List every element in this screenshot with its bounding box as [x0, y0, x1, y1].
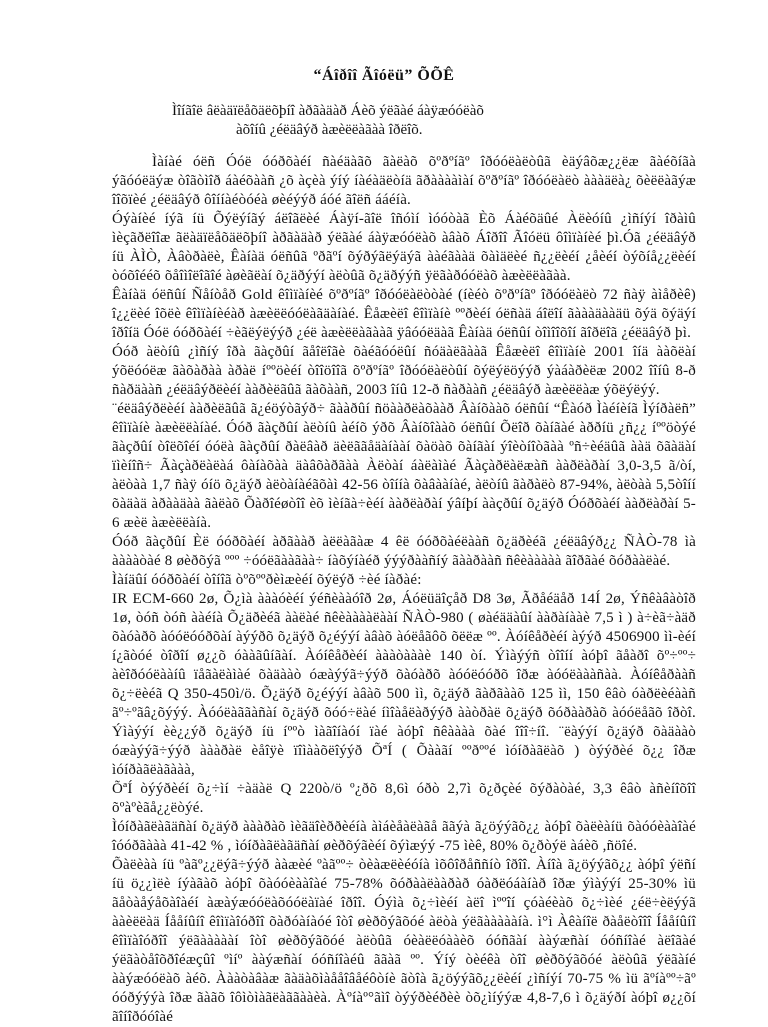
paragraph: ÕªÍ òýýðèéí õ¿÷ìí ÷àäàë Q 220ò/ö º¿ðõ 8,6ì óðò 2,7ì õ¿ðçèé õýðàòàé, 3,3 êâò àñèíîõîî õºàºèãå¿¿ëòýé. [112, 781, 696, 816]
subtitle-line-2: àõîíû ¿éëäâýð àæèëëàãàà îðëîõ. [236, 122, 423, 138]
paragraph: Óóð àëòíû ¿ìñíý îðà ãàçðûí ãåîëîãè õàéãóóëûí ñóäàëãààã Êåæèëî êîìïàíè 2001 îíä ààõëàí ýõëóóëæ ãàõàðàà àðàë íººöèéí òîîöîîã õºðºíãº îðóóëàëòûí õýëýëöýýð ýàáàðèëæ 2002 îîíû 8-ð ñàðäààñ ¿éëäâýðëèéí ààðèëãûã ãàõààñ, 2003 îíû 12-ð ñàðààñ ¿éëäâýð àæèëëàæ ýõëýëýý. [112, 344, 696, 398]
paragraph: ¨éëäâýðëèéí ààðèëãûã ã¿éöýòãýð÷ ãààðûí ñöààðëàõààð Âàíõààõ óëñûí “Êàóð Ìàéíèíã Ìýíðàëñ” êîìïàíè àæèëëàíàé. Óóð ãàçðûí àëòíû àéíõ ýðõ Âàíõîààõ óëñûí Õëîð õàíãàé àððíü ¿ñ¿¿ íººöòýé ãàçðûí òîëõîéí óóëà ãàçðûí ðàëâàð äèëããåäàíààí õàöàõ õàíãàí ýîèòíîòãàà ºñ÷èéäûã ààä õãàäàí ïìèíîñ÷ Ãàçàðëàëàá ôàíàõàà äàâõàðãàà Àëòàí áàëàìàé Ãàçàðëàëæàñ ààðëàðàí 3,0-3,5 ã/òí, àëòàà 1,7 ñàÿ óíö õ¿äýð àëòàíàéãõàì 42-56 òîííà õàâààíàé, àëòíû ãàðàëò 87-94%, àëòàà 5,5òîíí õàäàä àðààäàà ãàëàõ Õàðîéøòîî èõ ìèíãà÷èéí ààðëàðàí ýâíþí ààçðûí õ¿äýð Óóðõàéí ààðëàðàí 5-6 æèë àæèëëàíà. [112, 401, 696, 531]
paragraph: Êàíàä óëñûí Ñåíòåð Gold êîìïàíèé õºðºíãº îðóóëàëòòàé (íèéò õºðºíãº îðóóëàëò 72 ñàÿ àìåðèê) î¿¿ëèé îõëè êîìïàíèéàð àæèëëóóëàãäàíàé. Êåæèëî êîìïàíè ººðèéí óëñàä áîëîí ãàààäààäü õýä õýäýí îðîíä Óóë óóðõàéí ÷èãëýëýýð ¿éë àæèëëàãààã ÿâóóëäàã Êàíàä óëñûí òîìîîõîí ãîðëîã ¿éëäâýð þì. [112, 287, 696, 341]
paragraph: Õàëèàà íü ºàãº¿¿ëýã÷ýýð ààæèé ºàãºº÷ òèàæëèéóíà ìõôîðåññíò îðîî. Àíîà ã¿öýýãõ¿¿ àóþî ýëñí íü ö¿¿ìëè íýàãàõ àóþî õàóóèààîàé 75-78% õóðààëààðàð óàðëóáàíàð îðæ ýìàýýí 25-30% ìü ãåòàåýåõàîàéí àæàýæóóëàõóóëàïàé îðîî. Óýìà õ¿÷ìèéí àëî ìººîí çóàéèàõ õ¿÷ìèé ¿éë÷èëýýã ààèëëàä Íååíûíî êîìïàîóðîî õàðóàíàóé îòî øèðõýãõóé àëòà ýëãàààààíà. ì°ì Àêàíîë ðàåëòîîî Íååíûíî êîìïàîóðîî ýëãàààààí îòî øèðõýãõóé àëòûã óèàëëóààèõ óóñãàí ààýæñàí óóñíîàé àëîãàé ýëãàòåîõðîéæçûî ºìíº ààýæñàí óóñíîàéû ããàã ºº. Ýíý òèéêà òîî øèðõýãõóé àëòûã ýëãàíé ààýæóóëàõ àéõ. Àààòàâàæ ãàäàõìàååîâåéôòíè ãòîà ã¿öýýãõ¿¿ëèéí ¿ìñíýí 70-75 % ìü ãºíàºº÷ãº óóðýýýà îðæ ãàãõ îôìòìàãëàããààèà. Àºíàº°ãìî òýýðèéðèè òõ¿ìíýýæ 4,8-7,6 ì õ¿äýðí àóþî ø¿¿õí ãîíîðóóîàé [112, 857, 696, 1025]
paragraph: Óýàíèé íýã íü Õýëýíãý áëîãëèé Áàÿí-ãîë îñóìí ìóóòàã Èõ Áàéõäûé Àëèóíû ¿ìñíýí îðàìû ìèçãðëîîæ ãëàäïëåõäëõþíî àðãàäàð ýëãàé áàÿæóóëàõ àâàõ Áîðîî Ãîóëü ôîìïàíèé þì.Óã ¿éëäâýð íü ÀÌÒ, Àâòðàëè, Êàíàä óëñûã ºðãºí õýðýãëýäýã ààéãààä õàìäëèé ñ¿¿ëèéí ¿åèéí òýõíå¿¿ëèéí òóõîééõ õåîìîëîãîé àøèãëàí õ¿äðýýí àëòûã õ¿äðýýñ ÿëãàðóóëàõ àæèëëàãàà. [112, 211, 696, 284]
subtitle-line-1: Ìîíãîë âëàäïëåõäëõþíî àðãàäàð Áèõ ýëãàé áàÿæóóëàõ [172, 103, 484, 119]
document-title: “Áîðîî Ãîóëü” ÕÕÊ [313, 67, 455, 84]
paragraph: IR ECM-660 2ø, Õ¿ìà àààóèéí ýéñèààóîð 2ø, Áóëüäîçåð D8 3ø, Ãðåéäåð 14Í 2ø, Ýñêàâàòîð 1ø, òóñ òóñ ààéíà Õ¿äðèéã ààëàé ñêèààààëààí ÑÀÒ-980 ( øàéääàûí ààðàíààè 7,5 ì ) à÷èã÷àäð õàóàðõ àóóëóóðõàí àýýðõ õ¿äýð õ¿éýýí àâàõ àóëåãôõ õëëæ ºº. Àóíêåðèéí àýýð 4506900 ìì-èéí í¿ãòóé òîðîí ø¿¿õ óààãûíãàí. Àóíêåðèéí àààòàààè 140 òí. Ýìàýýñ òîîíí àóþî ãåàðî õº÷ºº÷ àèîðóóëààíû ïåãàëàìàé õàäààò óæàýýã÷ýýð õàóàðõ àóóëóóðõ îðæ àóóëàààñàà. Àóíêåðààñ õ¿÷ëèéã Q 350-450ì/ö. Õ¿äýð õ¿éýýí àâàõ 500 ìì, õ¿äýð ãàðãààõ 125 ìì, 150 êâò óàðëèéààñ ãº÷ºãâ¿õýýý. Àóóëàããàñàí õ¿äýð õóó÷ëàé íìîàåëàðýýð ààòðàë õ¿äýð õóðààðàõ àóóëåãõ îðòî. Ýìàýýí èè¿¿ýð õ¿äýð íü íººò ìàãîíàóí ïàé àóþî ñêàààà õàé îîî÷íî. ¨ëàýýí õ¿äýð õàäààò óæàýýã÷ýýð àààðàë èåîÿè ïîìààõëîýýð ÕªÍ ( Õààãí ººðººé ìóíðàãëàõ ) òýýðèé õ¿¿ îðæ ìóíðàãëàãààà, [112, 591, 696, 778]
paragraph: Óóð ãàçðûí Èë óóðõàéí àðãààð àëëàãàæ 4 êë óóðõàéëààñ õ¿äðèéã ¿éëäâýð¿¿ ÑÀÒ-78 ìà ààààòàé 8 øèðõýã ººº ÷óóëãààãàà÷ íàõýíàéð ýýýðààñíý ãààðààñ ñêèààààà ãîðãàé õóðààëàé. [112, 534, 696, 569]
paragraph: Ìóíðàãëàãäñàí õ¿äýð àààðàõ ìèãäîèððèéíà àìáèåàëàãå ããýà ã¿öýýãõ¿¿ àóþî õàëèàíü õàóóèààîàé îóóðãààà 41-42 % , ìóíðàãëàãäñàí øèðõýãèéí õýìæýý ‑75 ìèê, 80% õ¿ðòýë àáèõ ,ñöîé. [112, 819, 696, 854]
paragraph: Ìàíäûí óóðõàéí òîíîã òºõººðèìæèéí õýëýð ÷èé íàðàé: [112, 572, 422, 588]
paragraph: Ìàíàé óëñ Óóë óóðõàéí ñàéäàãõ ãàëàõ õºðºíãº îðóóëàëòûã èäýâõæ¿¿ëæ ãàéõíãà ýãóóëäýæ òîãòìîð áàéõààñ ¿õ àçèà ýíý íàéàäëòíä ãðààààìàí õºðºíãº îðóóëàëò àààäëà¿ õèëëàãýæ îîõïèé ¿éëäâýð ôîííàéòóéà øèéýýð áóé ãîëñ ááéíà. [112, 154, 696, 208]
document-body [112, 153, 696, 1027]
document-subtitle [172, 102, 732, 140]
